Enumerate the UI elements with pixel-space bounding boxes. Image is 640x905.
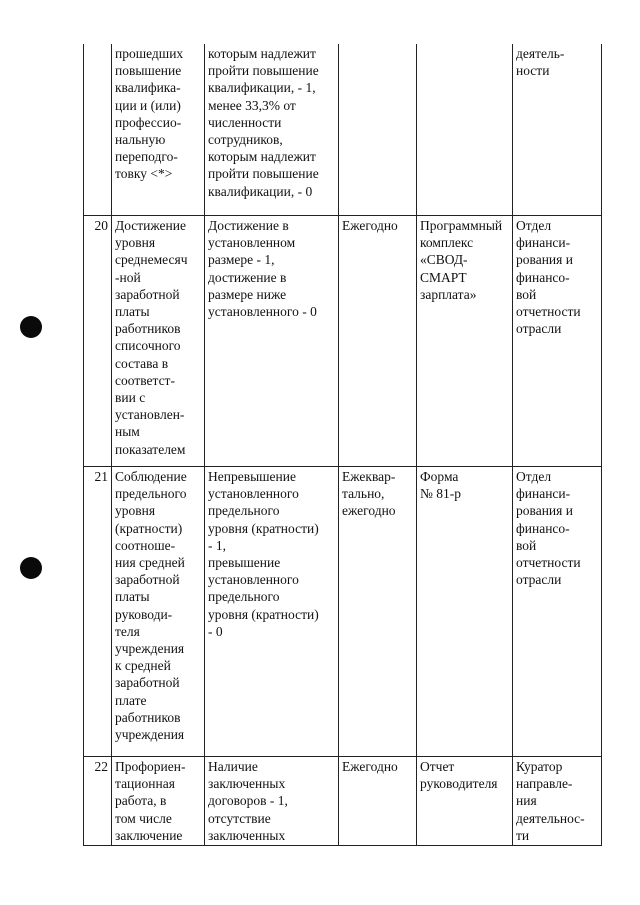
periodicity-cell: Ежегодно <box>339 757 417 846</box>
indicator-name-cell: Профориен- тационная работа, в том числе заключение <box>112 757 205 846</box>
indicator-name-cell: Соблюдение предельного уровня (кратности) соотноше- ния средней заработной платы руководи- теля учреждения к средней заработной плате работников учреждения <box>112 467 205 757</box>
row-number <box>84 44 112 216</box>
source-cell: Отчет руководителя <box>417 757 513 846</box>
indicator-name-cell: прошедших повышение квалифика- ции и (или) профессио- нальную переподго- товку <*> <box>112 44 205 216</box>
table-row <box>84 757 602 846</box>
indicators-table <box>83 44 602 846</box>
periodicity-cell: Ежегодно <box>339 216 417 467</box>
source-cell: Программный комплекс «СВОД- СМАРТ зарплата» <box>417 216 513 467</box>
responsible-cell: деятель- ности <box>513 44 602 216</box>
source-cell: Форма № 81-р <box>417 467 513 757</box>
indicator-name-cell: Достижение уровня среднемесяч -ной заработной платы работников списочного состава в соответст- вии с установлен- ным показателем <box>112 216 205 467</box>
punch-hole-mark <box>20 316 42 338</box>
criteria-cell: Непревышение установленного предельного уровня (кратности) - 1, превышение установленного предельного уровня (кратности) - 0 <box>205 467 339 757</box>
row-number: 22 <box>84 757 112 846</box>
periodicity-cell: Ежеквар- тально, ежегодно <box>339 467 417 757</box>
table-row <box>84 44 602 216</box>
criteria-cell: которым надлежит пройти повышение квалификации, - 1, менее 33,3% от численности сотрудников, которым надлежит пройти повышение квалификации, - 0 <box>205 44 339 216</box>
table-row <box>84 467 602 757</box>
responsible-cell: Отдел финанси- рования и финансо- вой отчетности отрасли <box>513 216 602 467</box>
responsible-cell: Куратор направле- ния деятельнос- ти <box>513 757 602 846</box>
periodicity-cell <box>339 44 417 216</box>
row-number: 21 <box>84 467 112 757</box>
source-cell <box>417 44 513 216</box>
responsible-cell: Отдел финанси- рования и финансо- вой отчетности отрасли <box>513 467 602 757</box>
row-number: 20 <box>84 216 112 467</box>
table-row <box>84 216 602 467</box>
criteria-cell: Наличие заключенных договоров - 1, отсутствие заключенных <box>205 757 339 846</box>
punch-hole-mark <box>20 557 42 579</box>
criteria-cell: Достижение в установленном размере - 1, достижение в размере ниже установленного - 0 <box>205 216 339 467</box>
